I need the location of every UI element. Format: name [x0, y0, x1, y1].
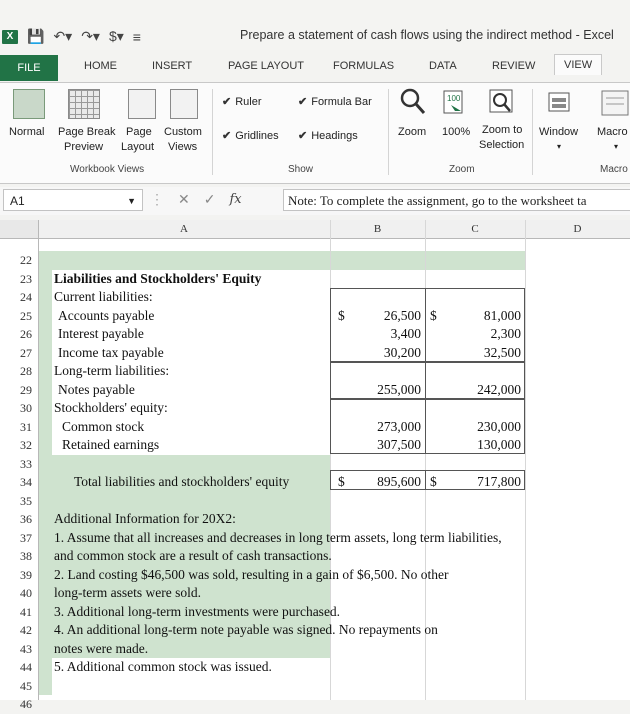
page-layout-label-2[interactable]: Layout	[121, 141, 155, 153]
cell-c[interactable]	[425, 362, 521, 381]
cell-d[interactable]	[525, 344, 630, 363]
row-number[interactable]: 45	[20, 678, 32, 693]
currency-symbol: $	[430, 474, 437, 489]
chevron-down-icon: ▾	[557, 142, 562, 151]
name-box-value: A1	[10, 194, 25, 208]
formula-tools	[150, 191, 242, 208]
custom-views-icon[interactable]	[170, 89, 198, 119]
cell-c[interactable]	[425, 658, 521, 677]
cell-b[interactable]	[330, 251, 421, 270]
zoom-group-label: Zoom	[449, 164, 475, 175]
table-row	[0, 640, 630, 659]
cell-c[interactable]: 717,800	[477, 474, 521, 489]
headings-label: Headings	[311, 130, 358, 142]
sheet-rows	[0, 251, 630, 714]
column-header-a[interactable]: A	[38, 220, 331, 238]
cell-d[interactable]	[525, 492, 630, 511]
table-row	[0, 492, 630, 511]
undo-icon[interactable]: ↶▾	[53, 28, 73, 44]
table-row	[0, 455, 630, 474]
page-layout-label-1[interactable]: Page	[126, 126, 152, 138]
cell-c[interactable]	[425, 510, 521, 529]
currency-format-icon[interactable]: $▾	[108, 28, 124, 44]
cell-c[interactable]	[425, 640, 521, 659]
cell-d[interactable]	[525, 288, 630, 307]
save-icon[interactable]: 💾	[27, 28, 45, 44]
custom-views-label-2[interactable]: Views	[168, 141, 198, 153]
cell-b[interactable]	[330, 492, 421, 511]
table-row	[0, 288, 630, 307]
cell-a[interactable]: 5. Additional common stock was issued.	[54, 659, 272, 674]
worksheet[interactable]	[0, 220, 630, 711]
cell-d[interactable]	[525, 547, 630, 566]
row-number[interactable]: 23	[20, 271, 32, 286]
cell-b[interactable]: 307,500	[377, 437, 421, 452]
tab-view[interactable]: VIEW	[554, 54, 602, 75]
currency-symbol: $	[430, 307, 437, 323]
cell-a[interactable]: Liabilities and Stockholders' Equity	[54, 270, 262, 286]
ribbon	[0, 82, 630, 184]
svg-text:100: 100	[447, 94, 461, 103]
currency-symbol: $	[338, 474, 345, 489]
cell-c[interactable]	[425, 677, 521, 696]
cell-c[interactable]: 130,000	[477, 437, 521, 452]
ribbon-divider	[532, 89, 533, 175]
cell-b[interactable]: 255,000	[377, 381, 421, 397]
cell-c[interactable]: 2,300	[490, 326, 521, 341]
row-number[interactable]: 39	[20, 567, 32, 582]
tab-file[interactable]: FILE	[0, 55, 58, 81]
table-row	[0, 381, 630, 400]
cell-a[interactable]: 2. Land costing $46,500 was sold, resulting in a gain of $6,500. No other	[54, 566, 449, 582]
cell-a[interactable]: and common stock are a result of cash transactions.	[54, 548, 332, 563]
table-row	[0, 621, 630, 640]
cell-a[interactable]: Common stock	[62, 418, 145, 434]
more-icon: ⋮	[150, 191, 164, 207]
row-number[interactable]: 43	[20, 641, 32, 656]
table-row	[0, 529, 630, 548]
cell-c[interactable]	[425, 399, 521, 418]
cell-b[interactable]	[330, 603, 421, 622]
cell-d[interactable]	[525, 603, 630, 622]
table-row	[0, 344, 630, 363]
cell-b[interactable]	[330, 640, 421, 659]
cell-c[interactable]	[425, 455, 521, 474]
row-number[interactable]: 41	[20, 604, 32, 619]
cell-b[interactable]	[330, 621, 421, 640]
cell-b[interactable]	[330, 288, 421, 307]
zoom-to-selection-label-1[interactable]: Zoom to	[482, 124, 523, 136]
table-row	[0, 584, 630, 603]
row-number[interactable]: 27	[20, 345, 32, 360]
cell-a[interactable]: Stockholders' equity:	[54, 400, 168, 415]
row-number[interactable]: 24	[20, 290, 32, 304]
cell-d[interactable]	[525, 621, 630, 640]
row-number[interactable]: 22	[20, 253, 32, 267]
table-row	[0, 399, 630, 418]
cell-c[interactable]	[425, 603, 521, 622]
cell-b[interactable]	[330, 547, 421, 566]
customize-qat-icon[interactable]: ≡	[132, 28, 141, 45]
tab-review[interactable]: REVIEW	[492, 60, 536, 72]
cell-a[interactable]: long-term assets were sold.	[54, 585, 201, 600]
table-row	[0, 510, 630, 529]
checkmark-icon: ✔	[222, 96, 232, 108]
cell-b[interactable]: 26,500	[383, 307, 421, 323]
row-number[interactable]: 36	[20, 512, 32, 526]
cell-b[interactable]	[330, 510, 421, 529]
page-break-preview-label-1[interactable]: Page Break	[58, 126, 116, 138]
column-header-c[interactable]: C	[425, 220, 526, 238]
cell-c[interactable]: 32,500	[483, 344, 521, 360]
column-header-b[interactable]: B	[330, 220, 426, 238]
formula-input[interactable]: Note: To complete the assignment, go to the worksheet ta	[283, 189, 630, 211]
cell-b[interactable]	[330, 584, 421, 603]
gridlines-label: Gridlines	[235, 130, 279, 142]
table-row	[0, 270, 630, 289]
ribbon-divider	[212, 89, 213, 175]
tab-page-layout[interactable]: PAGE LAYOUT	[228, 60, 305, 72]
cell-d[interactable]	[525, 695, 630, 714]
row-number[interactable]: 29	[20, 382, 32, 397]
cell-d[interactable]	[525, 510, 630, 529]
table-row	[0, 307, 630, 326]
document-title: Prepare a statement of cash flows using the indirect method - Excel	[240, 28, 614, 42]
cancel-icon[interactable]: ✕	[178, 191, 190, 207]
cell-b[interactable]: 3,400	[390, 326, 421, 341]
currency-symbol: $	[338, 307, 345, 323]
cell-a[interactable]: Long-term liabilities:	[54, 363, 170, 378]
chevron-down-icon[interactable]: ▼	[127, 196, 136, 206]
cell-c[interactable]: 242,000	[477, 381, 521, 397]
ruler-label: Ruler	[235, 96, 262, 108]
title-bar	[0, 0, 630, 50]
cell-b[interactable]	[330, 362, 421, 381]
cell-b[interactable]	[330, 270, 421, 289]
row-number[interactable]: 32	[20, 438, 32, 452]
page-break-preview-icon[interactable]	[68, 89, 100, 119]
macros-button[interactable]: Macro	[597, 126, 628, 138]
cell-c[interactable]: 81,000	[483, 307, 521, 323]
cell-c[interactable]	[425, 270, 521, 289]
table-row	[0, 695, 630, 714]
table-row	[0, 547, 630, 566]
row-number[interactable]: 31	[20, 419, 32, 434]
cell-b[interactable]	[330, 695, 421, 714]
table-row	[0, 473, 630, 492]
redo-icon[interactable]: ↷▾	[81, 28, 100, 44]
normal-view-button[interactable]: Normal	[9, 126, 45, 138]
cell-b[interactable]	[330, 399, 421, 418]
cell-b[interactable]: 273,000	[377, 418, 421, 434]
cell-c[interactable]	[425, 251, 521, 270]
table-row	[0, 658, 630, 677]
cell-c[interactable]	[425, 695, 521, 714]
checkmark-icon: ✔	[222, 130, 232, 142]
cell-b[interactable]	[330, 566, 421, 585]
cell-d[interactable]	[525, 325, 630, 344]
cell-a[interactable]: 1. Assume that all increases and decreases in long term assets, long term liabilities,	[54, 529, 502, 545]
cell-d[interactable]	[525, 436, 630, 455]
window-icon[interactable]	[547, 89, 571, 117]
chevron-down-icon: ▾	[614, 142, 619, 151]
zoom-100-button[interactable]: 100%	[442, 126, 471, 138]
zoom-to-selection-label-2[interactable]: Selection	[479, 139, 525, 151]
page-layout-icon[interactable]	[128, 89, 156, 119]
row-number[interactable]: 38	[20, 549, 32, 563]
gridlines-checkbox[interactable]	[222, 129, 279, 142]
tab-formulas[interactable]: FORMULAS	[333, 60, 395, 72]
zoom-icon[interactable]	[399, 87, 427, 117]
cell-c[interactable]	[425, 492, 521, 511]
headings-checkbox[interactable]	[298, 129, 358, 142]
table-row	[0, 362, 630, 381]
cell-d[interactable]	[525, 251, 630, 270]
cell-d[interactable]	[525, 418, 630, 437]
cell-d[interactable]	[525, 307, 630, 326]
formula-bar-checkbox[interactable]	[298, 95, 372, 108]
enter-icon[interactable]: ✓	[203, 191, 216, 207]
column-headers	[0, 220, 630, 239]
cell-c[interactable]: 230,000	[477, 418, 521, 434]
cell-a[interactable]: Retained earnings	[62, 437, 160, 452]
column-header-d[interactable]: D	[573, 223, 582, 235]
table-row	[0, 418, 630, 437]
cell-c[interactable]	[425, 621, 521, 640]
table-row	[0, 566, 630, 585]
ribbon-tabs	[0, 55, 630, 81]
cell-d[interactable]	[525, 473, 630, 492]
checkmark-icon: ✔	[298, 96, 308, 108]
tab-home[interactable]: HOME	[84, 60, 117, 72]
zoom-to-selection-icon[interactable]	[488, 87, 516, 117]
cell-d[interactable]	[525, 399, 630, 418]
cell-a[interactable]: Income tax payable	[58, 344, 164, 360]
row-number[interactable]: 46	[20, 697, 32, 711]
cell-d[interactable]	[525, 270, 630, 289]
cell-c[interactable]	[425, 288, 521, 307]
row-number[interactable]: 25	[20, 308, 32, 323]
cell-d[interactable]	[525, 640, 630, 659]
cell-a[interactable]: notes were made.	[54, 640, 149, 656]
macros-group-label: Macro	[600, 164, 628, 175]
cell-a[interactable]: Notes payable	[58, 381, 135, 397]
cell-a[interactable]: 4. An additional long-term note payable was signed. No repayments on	[54, 622, 438, 637]
row-number[interactable]: 35	[20, 493, 32, 508]
row-number[interactable]: 33	[20, 456, 32, 471]
cell-b[interactable]	[330, 529, 421, 548]
cell-a[interactable]: Accounts payable	[58, 307, 155, 323]
cell-d[interactable]	[525, 381, 630, 400]
ribbon-divider	[388, 89, 389, 175]
custom-views-label-1[interactable]: Custom	[164, 126, 202, 138]
cell-a[interactable]: Interest payable	[58, 326, 144, 341]
cell-a[interactable]: 3. Additional long-term investments were purchased.	[54, 603, 341, 619]
page-break-preview-label-2[interactable]: Preview	[64, 141, 104, 153]
cell-a[interactable]: Total liabilities and stockholders' equity	[74, 474, 290, 489]
cell-d[interactable]	[525, 677, 630, 696]
table-row	[0, 603, 630, 622]
formula-bar-row	[0, 187, 630, 215]
row-number[interactable]: 42	[20, 623, 32, 637]
zoom-button[interactable]: Zoom	[398, 126, 427, 138]
table-row	[0, 325, 630, 344]
table-row	[0, 436, 630, 455]
row-number[interactable]: 26	[20, 327, 32, 341]
cell-a[interactable]: Current liabilities:	[54, 289, 153, 304]
cell-d[interactable]	[525, 362, 630, 381]
cell-b[interactable]	[330, 455, 421, 474]
tab-data[interactable]: DATA	[429, 60, 457, 72]
cell-b[interactable]	[330, 677, 421, 696]
row-number[interactable]: 44	[20, 660, 32, 674]
select-all-corner[interactable]	[0, 220, 39, 238]
row-number[interactable]: 34	[20, 475, 32, 489]
row-number[interactable]: 30	[20, 401, 32, 415]
cell-d[interactable]	[525, 529, 630, 548]
cell-c[interactable]	[425, 529, 521, 548]
row-number[interactable]: 40	[20, 586, 32, 600]
table-row	[0, 251, 630, 270]
window-button[interactable]: Window	[539, 126, 579, 138]
row-number[interactable]: 37	[20, 530, 32, 545]
cell-b[interactable]	[330, 658, 421, 677]
cell-d[interactable]	[525, 584, 630, 603]
cell-b[interactable]: 30,200	[383, 344, 421, 360]
quick-access-toolbar	[2, 28, 141, 45]
insert-function-icon[interactable]: fx	[229, 192, 242, 207]
normal-view-icon[interactable]	[13, 89, 45, 119]
row-number[interactable]: 28	[20, 364, 32, 378]
cell-d[interactable]	[525, 455, 630, 474]
zoom-100-icon[interactable]	[441, 87, 469, 117]
cell-c[interactable]	[425, 566, 521, 585]
cell-c[interactable]	[425, 584, 521, 603]
formula-bar-label: Formula Bar	[311, 96, 372, 108]
table-row	[0, 677, 630, 696]
name-box[interactable]	[3, 189, 143, 211]
cell-b[interactable]: 895,600	[377, 474, 421, 489]
excel-logo-icon: X	[2, 30, 18, 44]
cell-d[interactable]	[525, 566, 630, 585]
cell-a[interactable]: Additional Information for 20X2:	[54, 511, 236, 526]
ruler-checkbox[interactable]	[222, 95, 262, 108]
show-group-label: Show	[288, 164, 314, 175]
checkmark-icon: ✔	[298, 130, 308, 142]
macros-icon[interactable]	[600, 89, 630, 117]
tab-insert[interactable]: INSERT	[152, 60, 193, 72]
workbook-views-group-label: Workbook Views	[70, 164, 145, 175]
cell-c[interactable]	[425, 547, 521, 566]
cell-d[interactable]	[525, 658, 630, 677]
